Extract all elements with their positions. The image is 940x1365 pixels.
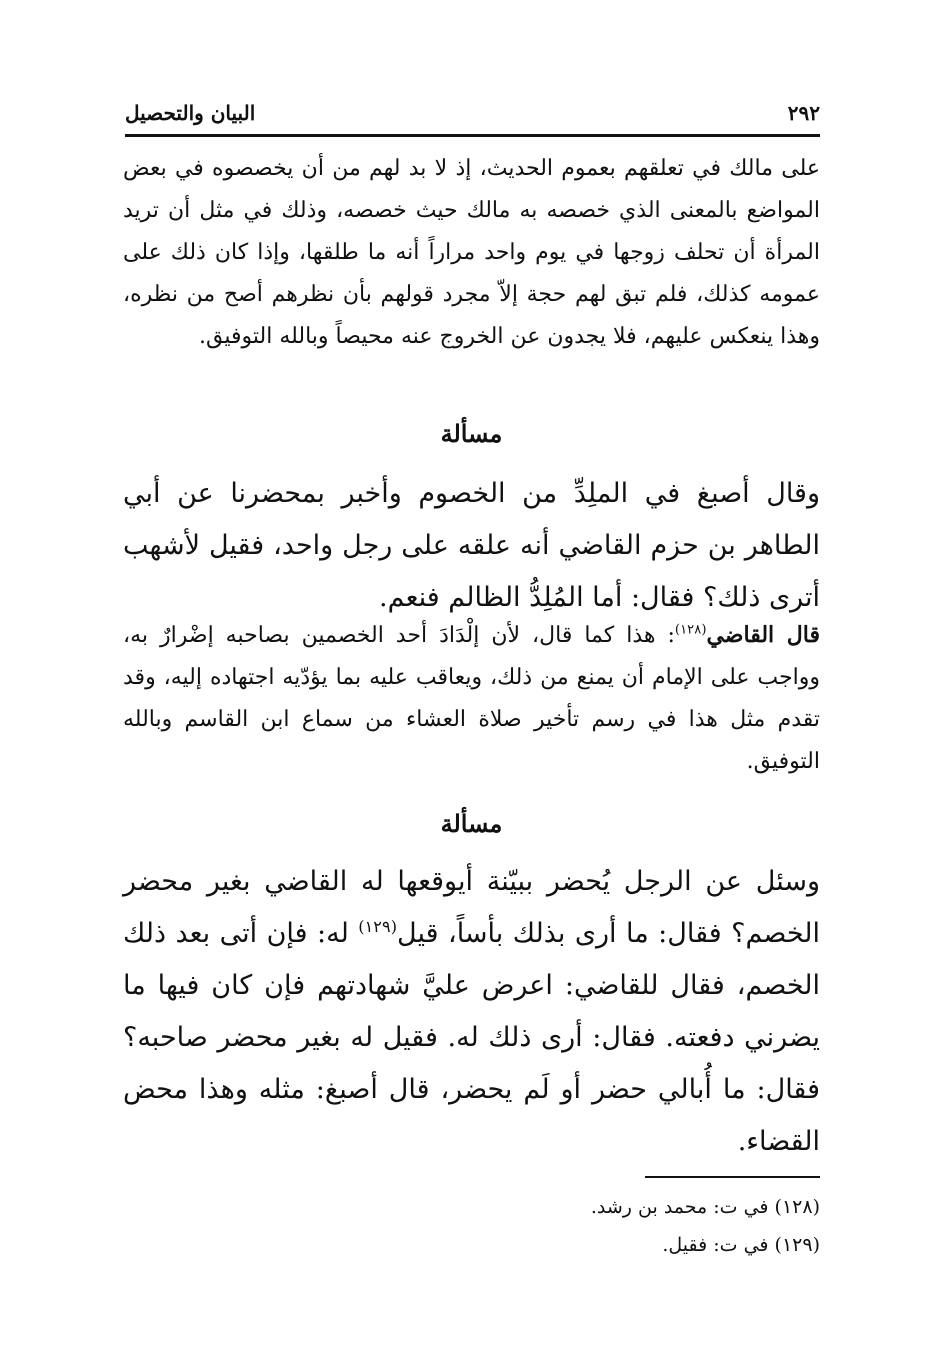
- footnote-ref-129: (١٢٩): [358, 917, 398, 936]
- question-text-part-1: وسئل عن الرجل يُحضر ببيّنة أيوقعها له القاضي بغير محضر الخصم؟ فقال: ما أرى بذلك بأساً، قيل: [123, 866, 820, 949]
- running-head: [125, 96, 820, 130]
- footnote-rule: [645, 1176, 820, 1178]
- footnote-128: (١٢٨) في ت: محمد بن رشد.: [590, 1196, 820, 1218]
- book-title: البيان والتحصيل: [125, 101, 256, 125]
- section-heading-1: مسألة: [440, 419, 503, 448]
- question-text-part-2: له: فإن أتى بعد ذلك الخصم، فقال للقاضي: اعرض عليَّ شهادتهم فإن كان فيها ما يضرني دفعته. فقال: أرى ذلك له. فقيل له بغير محضر صاحبه؟ فقال: ما أُبالي حضر أو لَم يحضر، قال أصبغ: مثله وهذا محض القضاء.: [123, 918, 820, 1157]
- section-heading-2: مسألة: [440, 809, 503, 838]
- paragraph-asbagh: وقال أصبغ في الملِدِّ من الخصوم وأخبر بمحضرنا عن أبي الطاهر بن حزم القاضي أنه علقه على رجل واحد، فقيل لأشهب أترى ذلك؟ فقال: أما المُلِدُّ الظالم فنعم.: [123, 478, 820, 613]
- footnote-129: (١٢٩) في ت: فقيل.: [662, 1234, 820, 1256]
- page-number: ٢٩٢: [787, 101, 820, 125]
- footnote-ref-128: (١٢٨): [674, 622, 707, 638]
- paragraph-question: [123, 856, 820, 1168]
- paragraph-continuation: على مالك في تعلقهم بعموم الحديث، إذ لا بد لهم من أن يخصصوه في بعض المواضع بالمعنى الذي خصصه به مالك حيث خصصه، وذلك في مثل أن تريد المرأة أن تحلف زوجها في يوم واحد مراراً أنه ما طلقها، وإذا كان ذلك على عمومه كذلك، فلم تبق لهم حجة إلاّ مجرد قولهم بأن نظرهم أصح من نظره، وهذا ينعكس عليهم، فلا يجدون عن الخروج عنه محيصاً وبالله التوفيق.: [123, 156, 820, 349]
- header-rule: [125, 134, 820, 137]
- commentary-lead: قال القاضي: [706, 622, 820, 648]
- commentary-text: : هذا كما قال، لأن إلْدَادَ أحد الخصمين بصاحبه إضْرارٌ به، وواجب على الإمام أن يمنع من ذلك، ويعاقب عليه بما يؤدّيه اجتهاده إليه، وقد تقدم مثل هذا في رسم تأخير صلاة العشاء من سماع ابن القاسم وبالله التوفيق.: [123, 623, 820, 774]
- commentary-paragraph: [123, 614, 820, 783]
